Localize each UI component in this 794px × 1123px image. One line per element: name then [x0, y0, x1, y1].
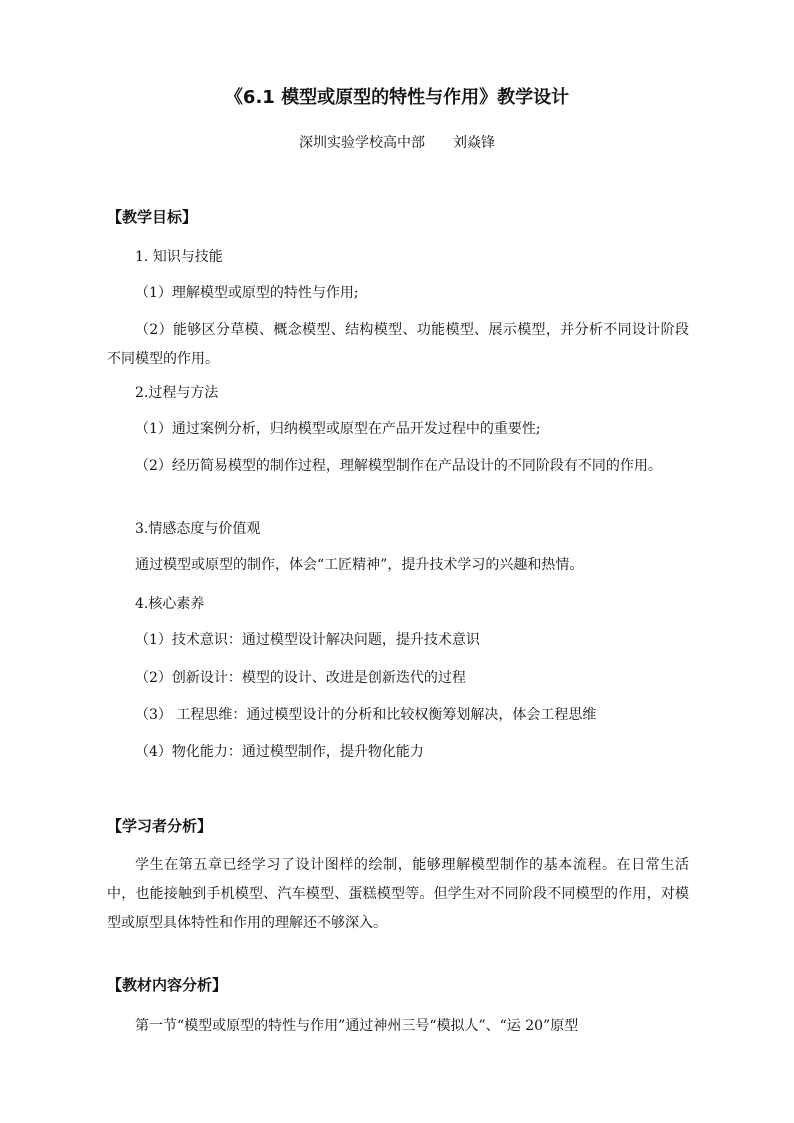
process-item-2: （2）经历简易模型的制作过程，理解模型制作在产品设计的不同阶段有不同的作用。	[135, 458, 662, 474]
author-name: 刘焱锋	[453, 135, 495, 151]
content-analysis-heading: 【教材内容分析】	[107, 976, 228, 994]
literacy-item-3: （3） 工程思维：通过模型设计的分析和比较权衡筹划解决，体会工程思维	[135, 707, 597, 723]
learner-analysis-text: 学生在第五章已经学习了设计图样的绘制，能够理解模型制作的基本流程。在日常生活中，也能接触到手机模型、汽车模型、蛋糕模型等。但学生对不同阶段不同模型的作用，对模型或原型具体特性和作用的理解还不够深入。	[107, 857, 689, 931]
knowledge-item-1: （1）理解模型或原型的特性与作用;	[135, 285, 359, 301]
process-item-1: （1）通过案例分析，归纳模型或原型在产品开发过程中的重要性;	[135, 421, 541, 437]
author-line	[0, 133, 794, 153]
knowledge-title: 1. 知识与技能	[135, 249, 223, 265]
author-school: 深圳实验学校高中部	[299, 135, 425, 151]
process-title: 2.过程与方法	[135, 385, 219, 401]
literacy-item-4: （4）物化能力：通过模型制作，提升物化能力	[135, 744, 424, 760]
document-title: 《6.1 模型或原型的特性与作用》教学设计	[224, 87, 570, 108]
emotion-text: 通过模型或原型的制作，体会“工匠精神”，提升技术学习的兴趣和热情。	[135, 557, 584, 573]
objectives-heading: 【教学目标】	[107, 208, 198, 226]
content-analysis-text: 第一节“模型或原型的特性与作用”通过神州三号“模拟人”、“运 20”原型	[135, 1018, 579, 1034]
learner-analysis-heading: 【学习者分析】	[107, 817, 213, 835]
emotion-title: 3.情感态度与价值观	[135, 521, 261, 537]
literacy-item-2: （2）创新设计：模型的设计、改进是创新迭代的过程	[135, 670, 466, 686]
knowledge-item-2: （2）能够区分草模、概念模型、结构模型、功能模型、展示模型，并分析不同设计阶段不同模型的作用。	[107, 322, 689, 367]
literacy-title: 4.核心素养	[135, 596, 205, 612]
literacy-item-1: （1）技术意识：通过模型设计解决问题，提升技术意识	[135, 632, 480, 648]
